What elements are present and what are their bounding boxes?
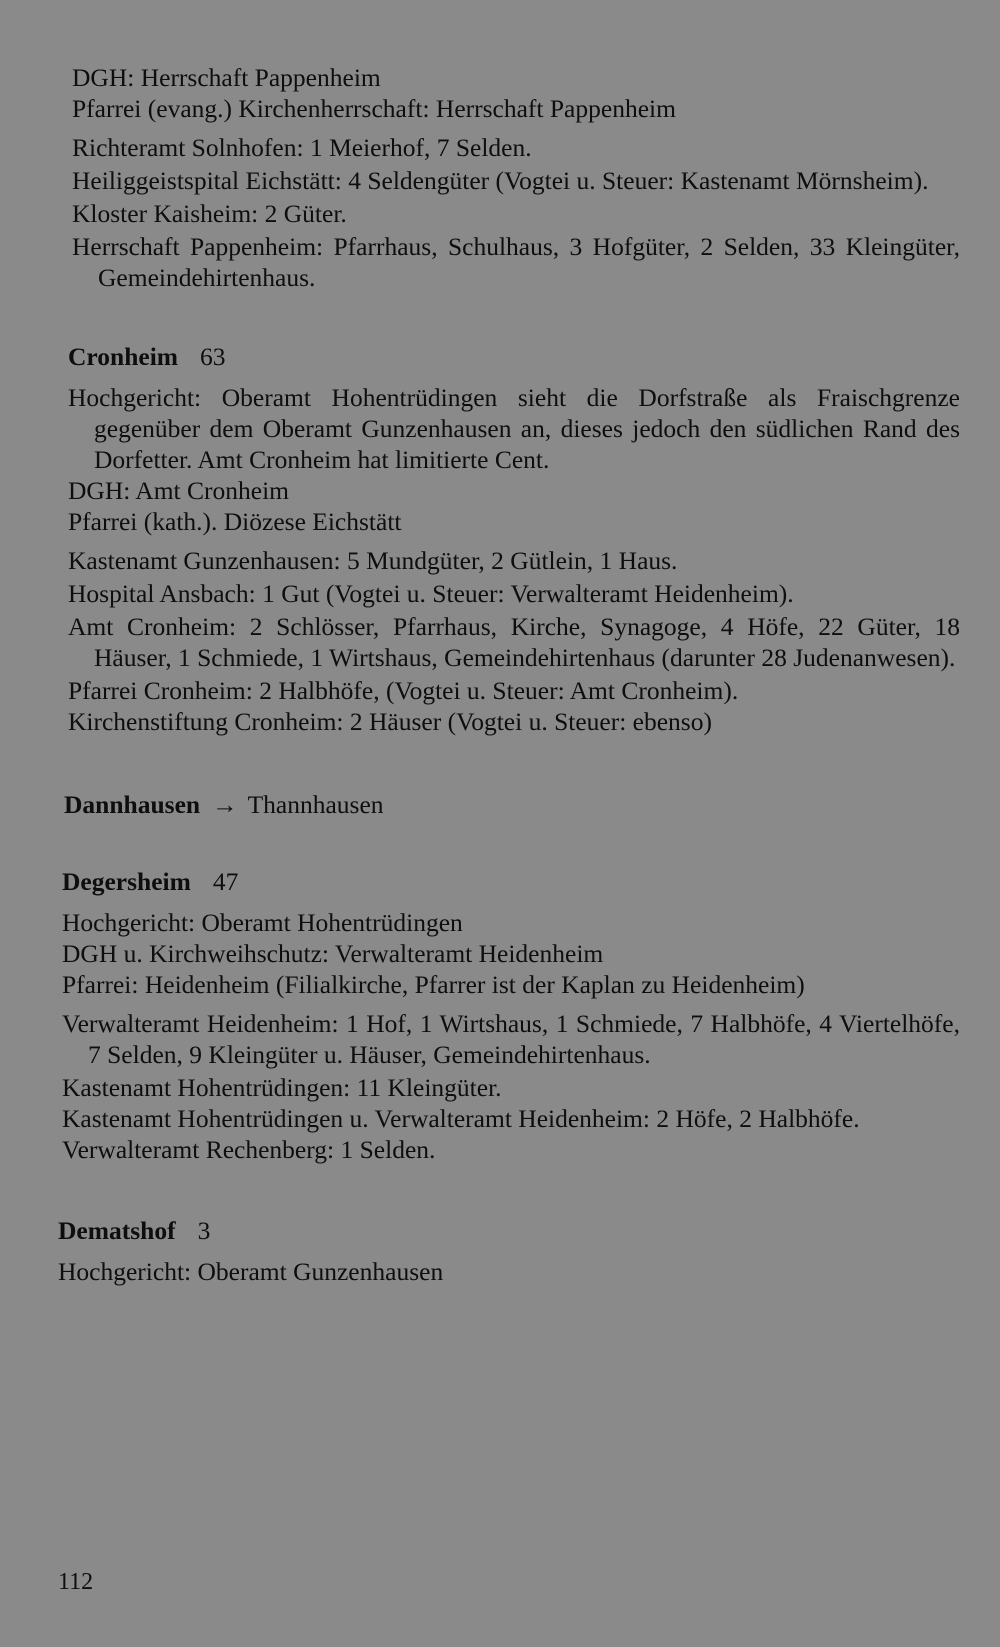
holding-line: Kirchenstiftung Cronheim: 2 Häuser (Vogtei u. Steuer: ebenso) [68,707,712,736]
text-line: Pfarrei (kath.). Diözese Eichstätt [68,507,402,536]
entry-dematshof [58,1215,960,1287]
entry-name: Degersheim [62,867,191,896]
intro-section [72,62,960,293]
holding-line: Hospital Ansbach: 1 Gut (Vogtei u. Steuer: Verwalteramt Heidenheim). [68,579,794,608]
holding-line: Kastenamt Hohentrüdingen: 11 Kleingüter. [62,1073,502,1102]
entry-heading [58,1215,960,1246]
holding-line: Herrschaft Pappenheim: Pfarrhaus, Schulhaus, 3 Hofgüter, 2 Selden, 33 Kleingüter, Gemeindehirtenhaus. [72,232,960,292]
entry-dannhausen [64,789,960,820]
page-content [58,62,960,1289]
entry-degersheim [62,866,960,1165]
text-line: Hochgericht: Oberamt Gunzenhausen [58,1257,444,1286]
entry-name: Cronheim [68,342,179,371]
text-line: Pfarrei (evang.) Kirchenherrschaft: Herrschaft Pappenheim [72,94,676,123]
holding-line: Heiliggeistspital Eichstätt: 4 Seldengüter (Vogtei u. Steuer: Kastenamt Mörnsheim). [72,166,929,195]
holding-line: Kastenamt Gunzenhausen: 5 Mundgüter, 2 Gütlein, 1 Haus. [68,546,678,575]
text-line: Hochgericht: Oberamt Hohentrüdingen [62,908,463,937]
holding-line: Verwalteramt Rechenberg: 1 Selden. [62,1135,436,1164]
entry-name: Dematshof [58,1216,176,1245]
entry-cronheim [68,341,960,737]
text-line: DGH u. Kirchweihschutz: Verwalteramt Heidenheim [62,939,604,968]
page-number: 112 [58,1569,94,1595]
holding-line: Verwalteramt Heidenheim: 1 Hof, 1 Wirtshaus, 1 Schmiede, 7 Halbhöfe, 4 Viertelhöfe, 7 Selden, 9 Kleingüter u. Häuser, Gemeindehirtenhaus. [62,1009,960,1069]
text-line: DGH: Herrschaft Pappenheim [72,63,381,92]
entry-number: 3 [197,1216,211,1245]
entry-heading [62,866,960,897]
holding-line: Kastenamt Hohentrüdingen u. Verwalteramt Heidenheim: 2 Höfe, 2 Halbhöfe. [62,1104,860,1133]
holding-line: Richteramt Solnhofen: 1 Meierhof, 7 Selden. [72,133,532,162]
entry-heading [68,341,960,372]
entry-name: Dannhausen [64,790,201,819]
holding-line: Amt Cronheim: 2 Schlösser, Pfarrhaus, Kirche, Synagoge, 4 Höfe, 22 Güter, 18 Häuser, 1 Schmiede, 1 Wirtshaus, Gemeindehirtenhaus (darunter 28 Judenanwesen). [68,612,960,672]
entry-number: 47 [212,867,239,896]
holding-line: Kloster Kaisheim: 2 Güter. [72,199,347,228]
cross-reference-target: Thannhausen [247,790,384,819]
text-line: DGH: Amt Cronheim [68,476,289,505]
holding-line: Pfarrei Cronheim: 2 Halbhöfe, (Vogtei u. Steuer: Amt Cronheim). [68,676,739,705]
cross-reference-arrow: → [212,790,238,819]
text-line: Pfarrei: Heidenheim (Filialkirche, Pfarrer ist der Kaplan zu Heidenheim) [62,970,805,999]
text-line: Hochgericht: Oberamt Hohentrüdingen sieht die Dorfstraße als Fraischgrenze gegenüber dem Oberamt Gunzenhausen an, dieses jedoch den südlichen Rand des Dorfetter. Amt Cronheim hat limitierte Cent. [68,383,960,474]
entry-number: 63 [200,342,226,371]
entry-heading [64,789,960,820]
